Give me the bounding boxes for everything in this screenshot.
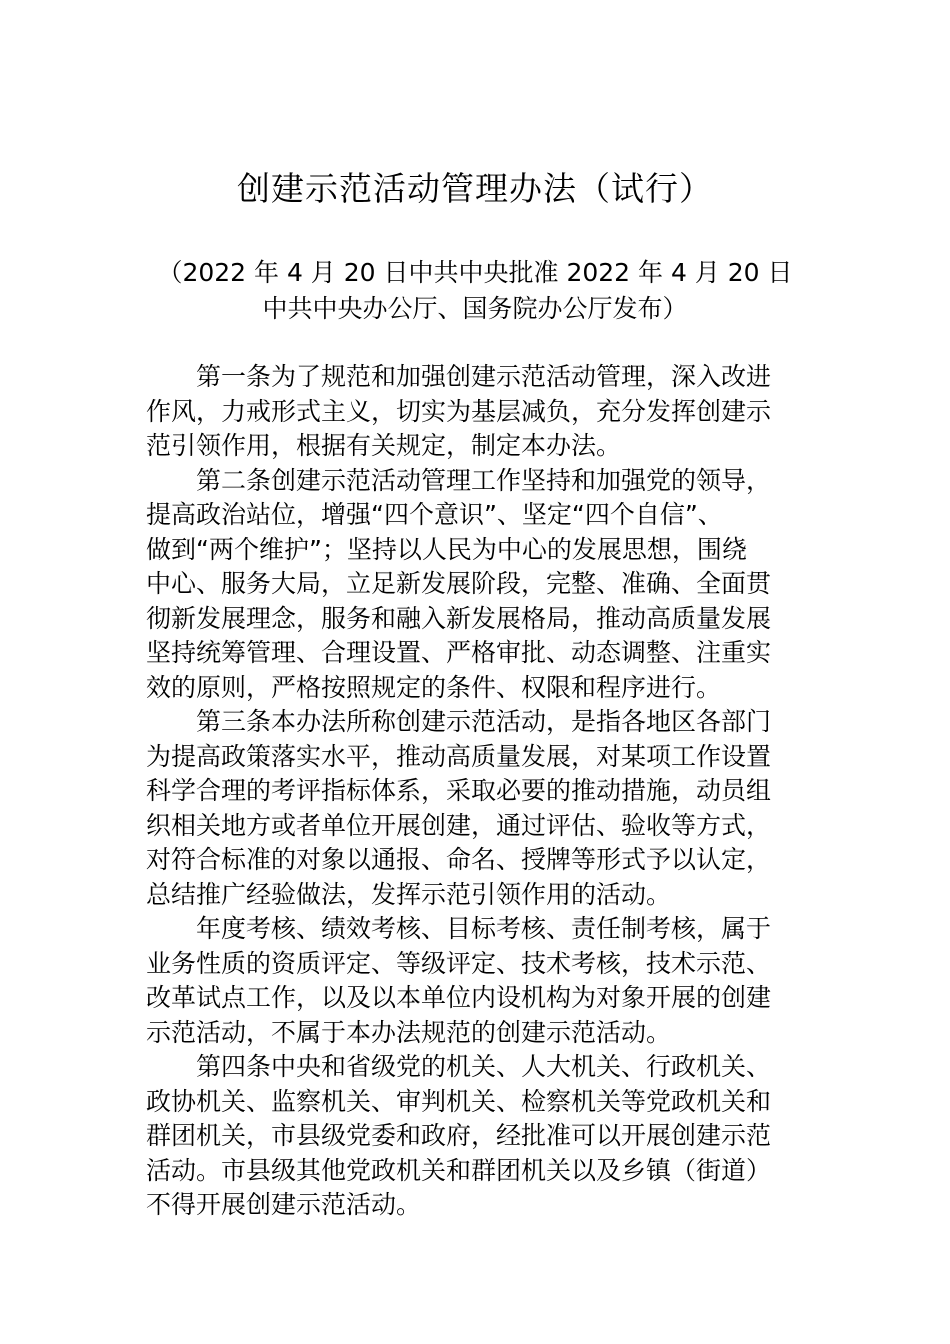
- text-line: 坚持统筹管理、合理设置、严格审批、动态调整、注重实: [146, 638, 772, 667]
- text-line: 政协机关、监察机关、审判机关、检察机关等党政机关和: [146, 1086, 772, 1116]
- text-line: 科学合理的考评指标体系，采取必要的推动措施，动员组: [146, 776, 772, 805]
- document-subtitle: [100, 255, 850, 327]
- text-line: 对符合标准的对象以通报、命名、授牌等形式予以认定，: [146, 845, 772, 874]
- text-line: 群团机关，市县级党委和政府，经批准可以开展创建示范: [146, 1121, 772, 1150]
- text-line: 业务性质的资质评定、等级评定、技术考核，技术示范、: [146, 948, 772, 978]
- text-line: 彻新发展理念，服务和融入新发展格局，推动高质量发展: [146, 603, 772, 633]
- text-line: 做到“两个维护”；坚持以人民为中心的发展思想，围绕: [146, 534, 747, 564]
- text-line: 不得开展创建示范活动。: [146, 1190, 422, 1219]
- document-body: [146, 360, 806, 1223]
- text-line: 效的原则，严格按照规定的条件、权限和程序进行。: [146, 672, 722, 702]
- text-line: 范引领作用，根据有关规定，制定本办法。: [146, 431, 622, 460]
- text-line: 示范活动，不属于本办法规范的创建示范活动。: [146, 1017, 672, 1047]
- text-line: 织相关地方或者单位开展创建，通过评估、验收等方式，: [146, 810, 772, 840]
- text-line: 年度考核、绩效考核、目标考核、责任制考核，属于: [196, 914, 772, 943]
- paragraph-article-1: [146, 360, 806, 464]
- text-line: 作风，力戒形式主义，切实为基层减负，充分发挥创建示: [146, 396, 772, 426]
- paragraph-article-4: [146, 1050, 806, 1223]
- text-line: 第四条中央和省级党的机关、人大机关、行政机关、: [196, 1052, 772, 1081]
- text-line: 中心、服务大局，立足新发展阶段，完整、准确、全面贯: [146, 569, 772, 598]
- subtitle-line: 中共中央办公厅、国务院办公厅发布）: [262, 294, 688, 323]
- subtitle-line: （2022 年 4 月 20 日中共中央批准 2022 年 4 月 20 日: [157, 258, 793, 287]
- paragraph-article-2: [146, 464, 806, 706]
- text-line: 第三条本办法所称创建示范活动，是指各地区各部门: [196, 707, 772, 736]
- text-line: 为提高政策落实水平，推动高质量发展，对某项工作设置: [146, 741, 772, 771]
- paragraph-article-3: [146, 705, 806, 912]
- text-line: 第二条创建示范活动管理工作坚持和加强党的领导，: [196, 465, 772, 495]
- text-line: 第一条为了规范和加强创建示范活动管理，深入改进: [196, 362, 772, 391]
- document-title: 创建示范活动管理办法（试行）: [237, 169, 713, 208]
- text-line: 活动。市县级其他党政机关和群团机关以及乡镇（街道）: [146, 1155, 772, 1185]
- text-line: 总结推广经验做法，发挥示范引领作用的活动。: [146, 879, 672, 909]
- paragraph-exclusions: [146, 912, 806, 1050]
- text-line: 提高政治站位，增强“四个意识”、坚定“四个自信”、: [146, 500, 723, 529]
- text-line: 改革试点工作，以及以本单位内设机构为对象开展的创建: [146, 983, 772, 1012]
